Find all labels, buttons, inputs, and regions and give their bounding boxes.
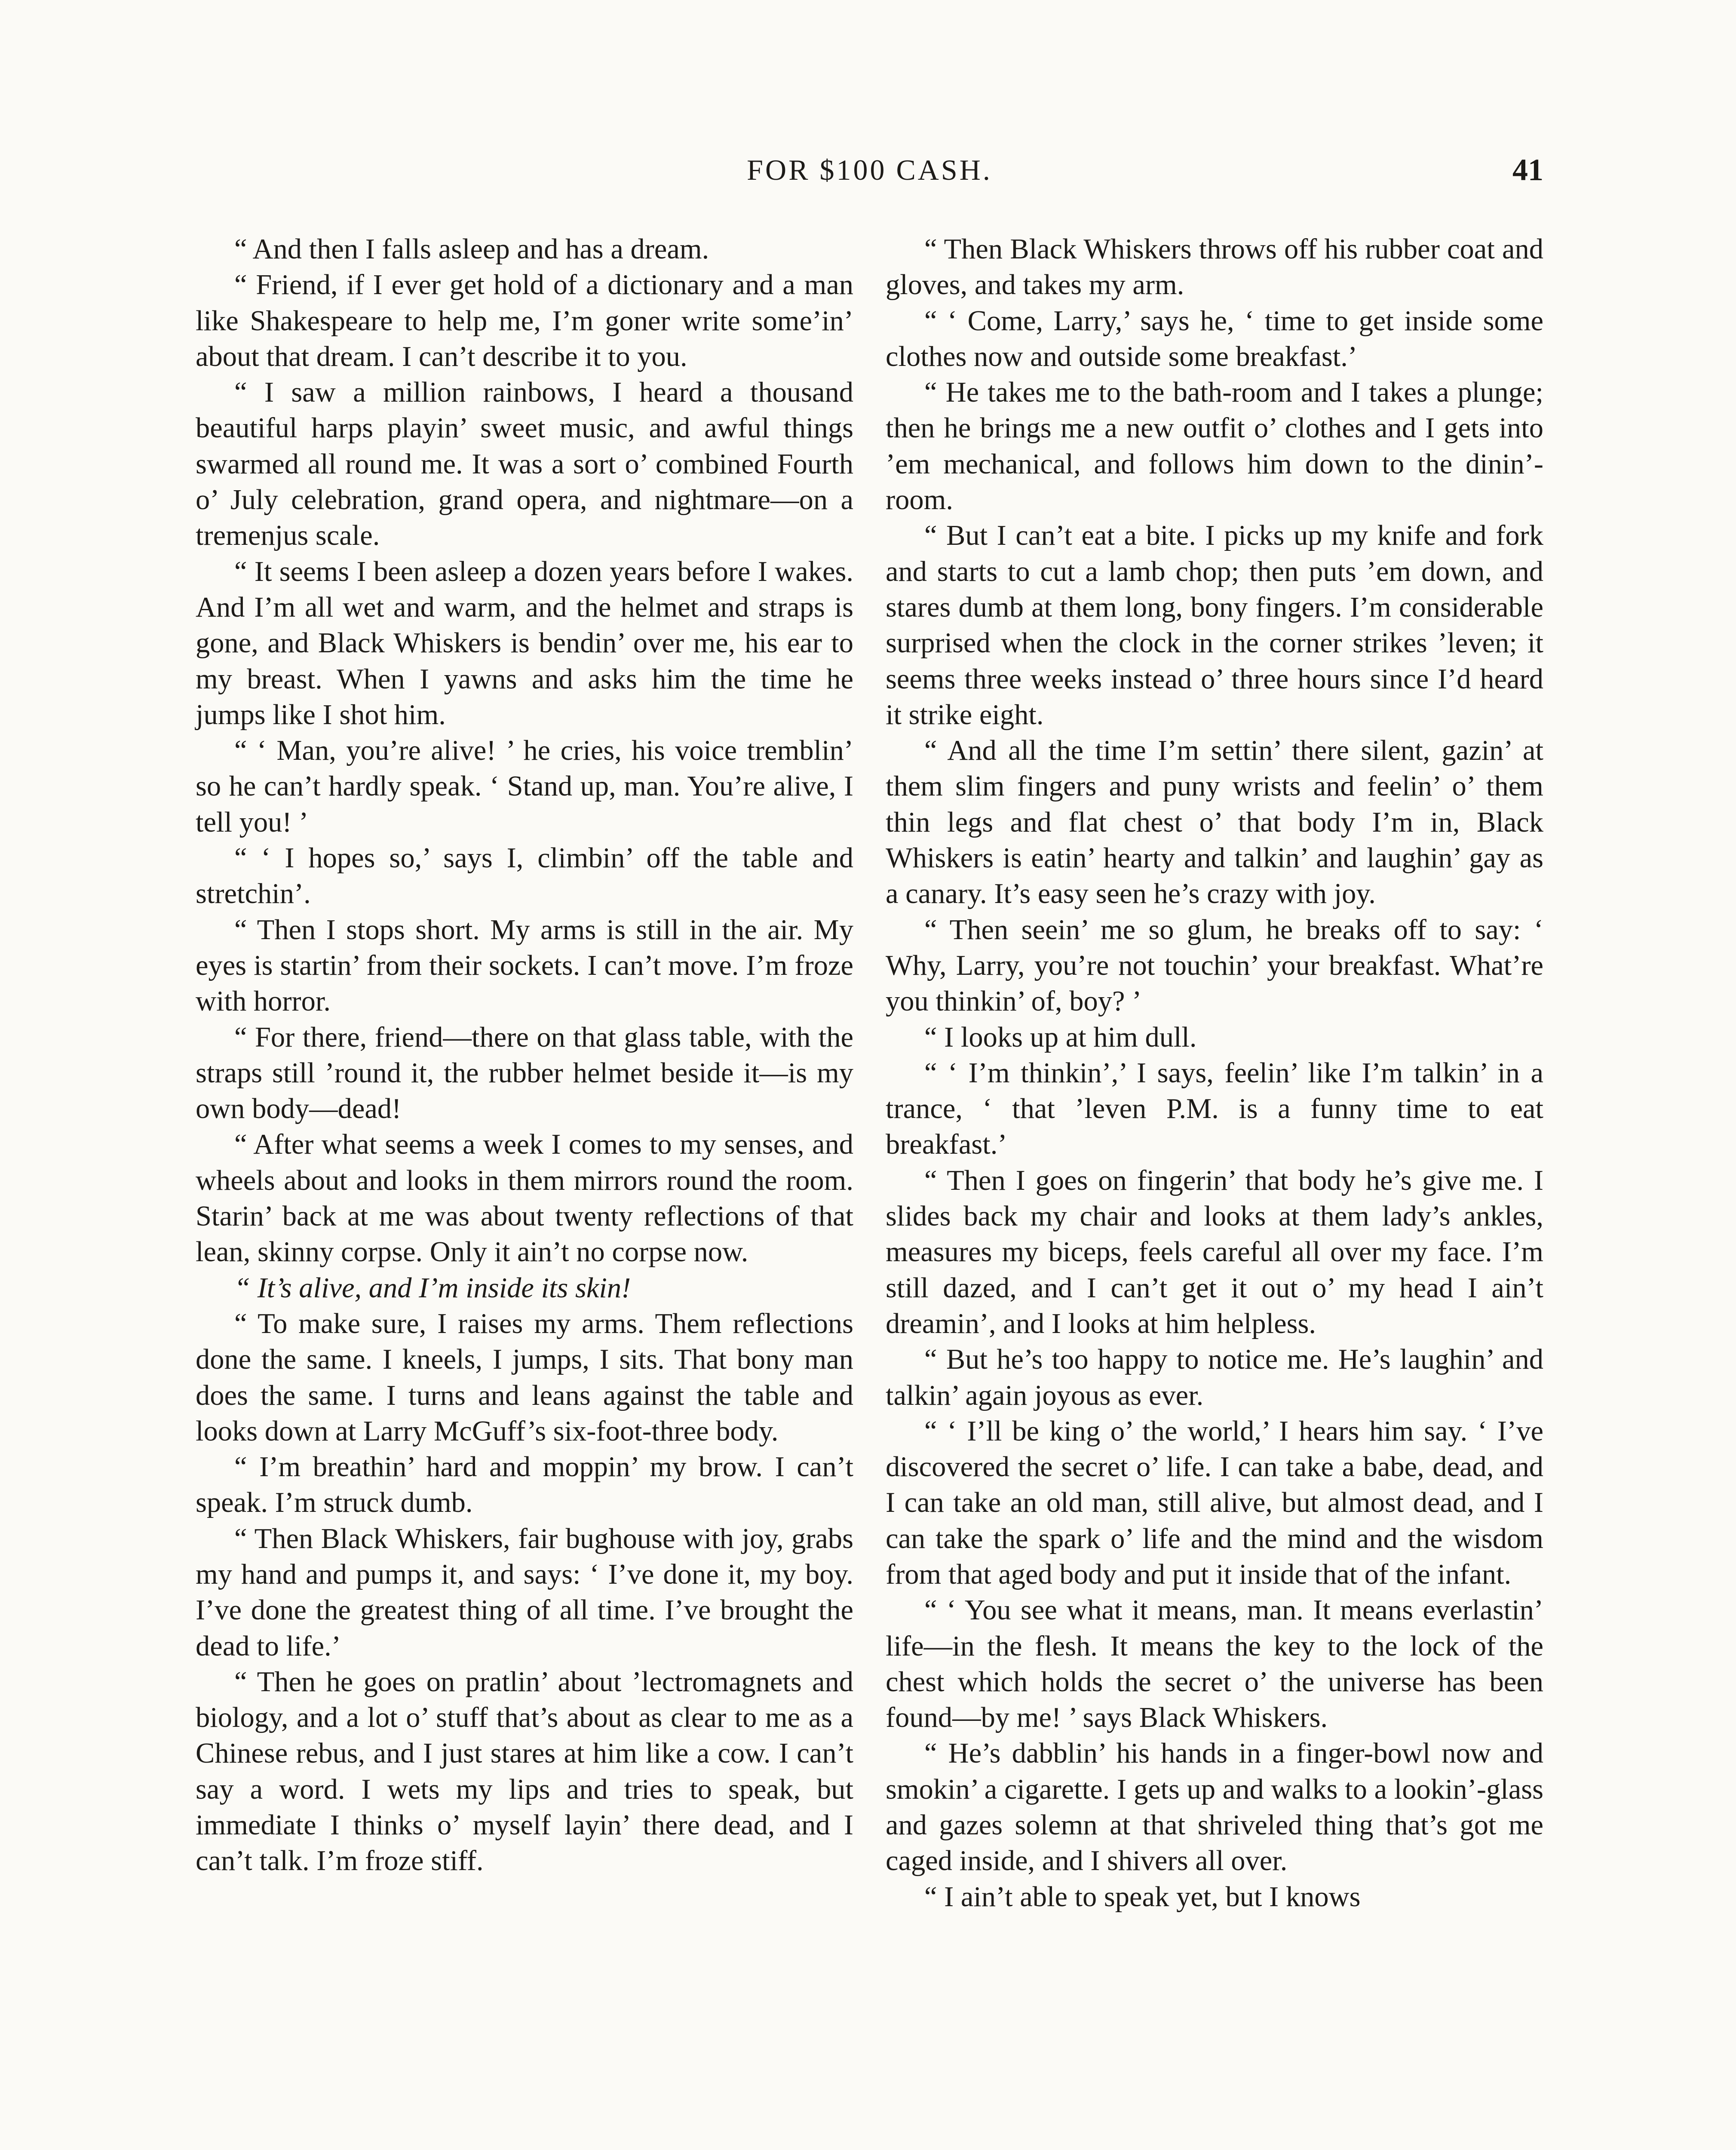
page-header (196, 148, 1543, 196)
page-number: 41 (1512, 153, 1543, 187)
paragraph: “ For there, friend—there on that glass table, with the straps still ’round it, the rubber helmet beside it—is my own body—dead! (196, 1021, 853, 1125)
right-column (886, 231, 1543, 1915)
paragraph: “ To make sure, I raises my arms. Them reflections done the same. I kneels, I jumps, I sits. That bony man does the same. I turns and leans against the table and looks down at Larry McGuff’s six-foot-three body. (196, 1308, 853, 1447)
paragraph: “ And then I falls asleep and has a dream. (234, 233, 709, 265)
paragraph: “ ‘ You see what it means, man. It means everlastin’ life—in the flesh. It means the key to the lock of the chest which holds the secret o’ the universe has been found—by me! ’ says Black Whiskers. (886, 1594, 1543, 1734)
running-head: FOR $100 CASH. (747, 154, 992, 186)
paragraph: “ But he’s too happy to notice me. He’s laughin’ and talkin’ again joyous as ever. (886, 1344, 1543, 1411)
left-column (196, 231, 853, 1879)
paragraph: “ I saw a million rainbows, I heard a thousand beautiful harps playin’ sweet music, and awful things swarmed all round me. It was a sort o’ combined Fourth o’ July celebration, grand opera, and nightmare—on a tremenjus scale. (196, 377, 853, 552)
paragraph: “ ‘ Man, you’re alive! ’ he cries, his voice tremblin’ so he can’t hardly speak. ‘ Stand up, man. You’re alive, I tell you! ’ (196, 735, 853, 838)
paragraph: “ Then I goes on fingerin’ that body he’s give me. I slides back my chair and looks at them lady’s ankles, measures my biceps, feels careful all over my face. I’m still dazed, and I can’t get it out o’ my head I ain’t dreamin’, and I looks at him helpless. (886, 1164, 1543, 1339)
paragraph: “ Then he goes on pratlin’ about ’lectromagnets and biology, and a lot o’ stuff that’s about as clear to me as a Chinese rebus, and I just stares at him like a cow. I can’t say a word. I wets my lips and tries to speak, but immediate I thinks o’ myself layin’ there dead, and I can’t talk. I’m froze stiff. (196, 1666, 853, 1877)
italic-paragraph (196, 1270, 853, 1306)
paragraph: “ ‘ I hopes so,’ says I, climbin’ off the table and stretchin’. (196, 842, 853, 910)
paragraph: “ I’m breathin’ hard and moppin’ my brow. I can’t speak. I’m struck dumb. (196, 1451, 853, 1519)
paragraph: “ I looks up at him dull. (924, 1021, 1197, 1053)
paragraph: “ He takes me to the bath-room and I takes a plunge; then he brings me a new outfit o’ clothes and I gets into ’em mechanical, and follows him down to the dinin’-room. (886, 377, 1543, 516)
italic-text: “ It’s alive, and I’m inside its skin! (234, 1272, 631, 1304)
paragraph: “ But I can’t eat a bite. I picks up my knife and fork and starts to cut a lamb chop; then puts ’em down, and stares dumb at them long, bony fingers. I’m considerable surprised when the clock in the corner strikes ’leven; it seems three weeks instead o’ three hours since I’d heard it strike eight. (886, 520, 1543, 731)
paragraph: “ Then Black Whiskers, fair bughouse with joy, grabs my hand and pumps it, and says: ‘ I’ve done it, my boy. I’ve done the greatest thing of all time. I’ve brought the dead to life.’ (196, 1523, 853, 1662)
paragraph: “ ‘ I’m thinkin’,’ I says, feelin’ like I’m talkin’ in a trance, ‘ that ’leven P.M. is a funny time to eat breakfast.’ (886, 1057, 1543, 1161)
paragraph: “ And all the time I’m settin’ there silent, gazin’ at them slim fingers and puny wrists and feelin’ o’ them thin legs and flat chest o’ that body I’m in, Black Whiskers is eatin’ hearty and talkin’ and laughin’ gay as a canary. It’s easy seen he’s crazy with joy. (886, 735, 1543, 910)
paragraph: “ ‘ I’ll be king o’ the world,’ I hears him say. ‘ I’ve discovered the secret o’ life. I can take a babe, dead, and I can take an old man, still alive, but almost dead, and I can take the spark o’ life and the mind and the wisdom from that aged body and put it inside that of the infant. (886, 1415, 1543, 1590)
paragraph: “ ‘ Come, Larry,’ says he, ‘ time to get inside some clothes now and outside some breakfast.’ (886, 305, 1543, 372)
paragraph: “ I ain’t able to speak yet, but I knows (924, 1881, 1361, 1913)
paragraph: “ After what seems a week I comes to my senses, and wheels about and looks in them mirrors round the room. Starin’ back at me was about twenty reflections of that lean, skinny corpse. Only it ain’t no corpse now. (196, 1129, 853, 1268)
paragraph: “ He’s dabblin’ his hands in a finger-bowl now and smokin’ a cigarette. I gets up and walks to a lookin’-glass and gazes solemn at that shriveled thing that’s got me caged inside, and I shivers all over. (886, 1738, 1543, 1877)
paragraph: “ Then I stops short. My arms is still in the air. My eyes is startin’ from their sockets. I can’t move. I’m froze with horror. (196, 914, 853, 1017)
paragraph: “ Then Black Whiskers throws off his rubber coat and gloves, and takes my arm. (886, 233, 1543, 301)
paragraph: “ Friend, if I ever get hold of a dictionary and a man like Shakespeare to help me, I’m goner write some’in’ about that dream. I can’t describe it to you. (196, 269, 853, 372)
paragraph: “ Then seein’ me so glum, he breaks off to say: ‘ Why, Larry, you’re not touchin’ your breakfast. What’re you thinkin’ of, boy? ’ (886, 914, 1543, 1017)
paragraph: “ It seems I been asleep a dozen years before I wakes. And I’m all wet and warm, and the helmet and straps is gone, and Black Whiskers is bendin’ over me, his ear to my breast. When I yawns and asks him the time he jumps like I shot him. (196, 556, 853, 731)
